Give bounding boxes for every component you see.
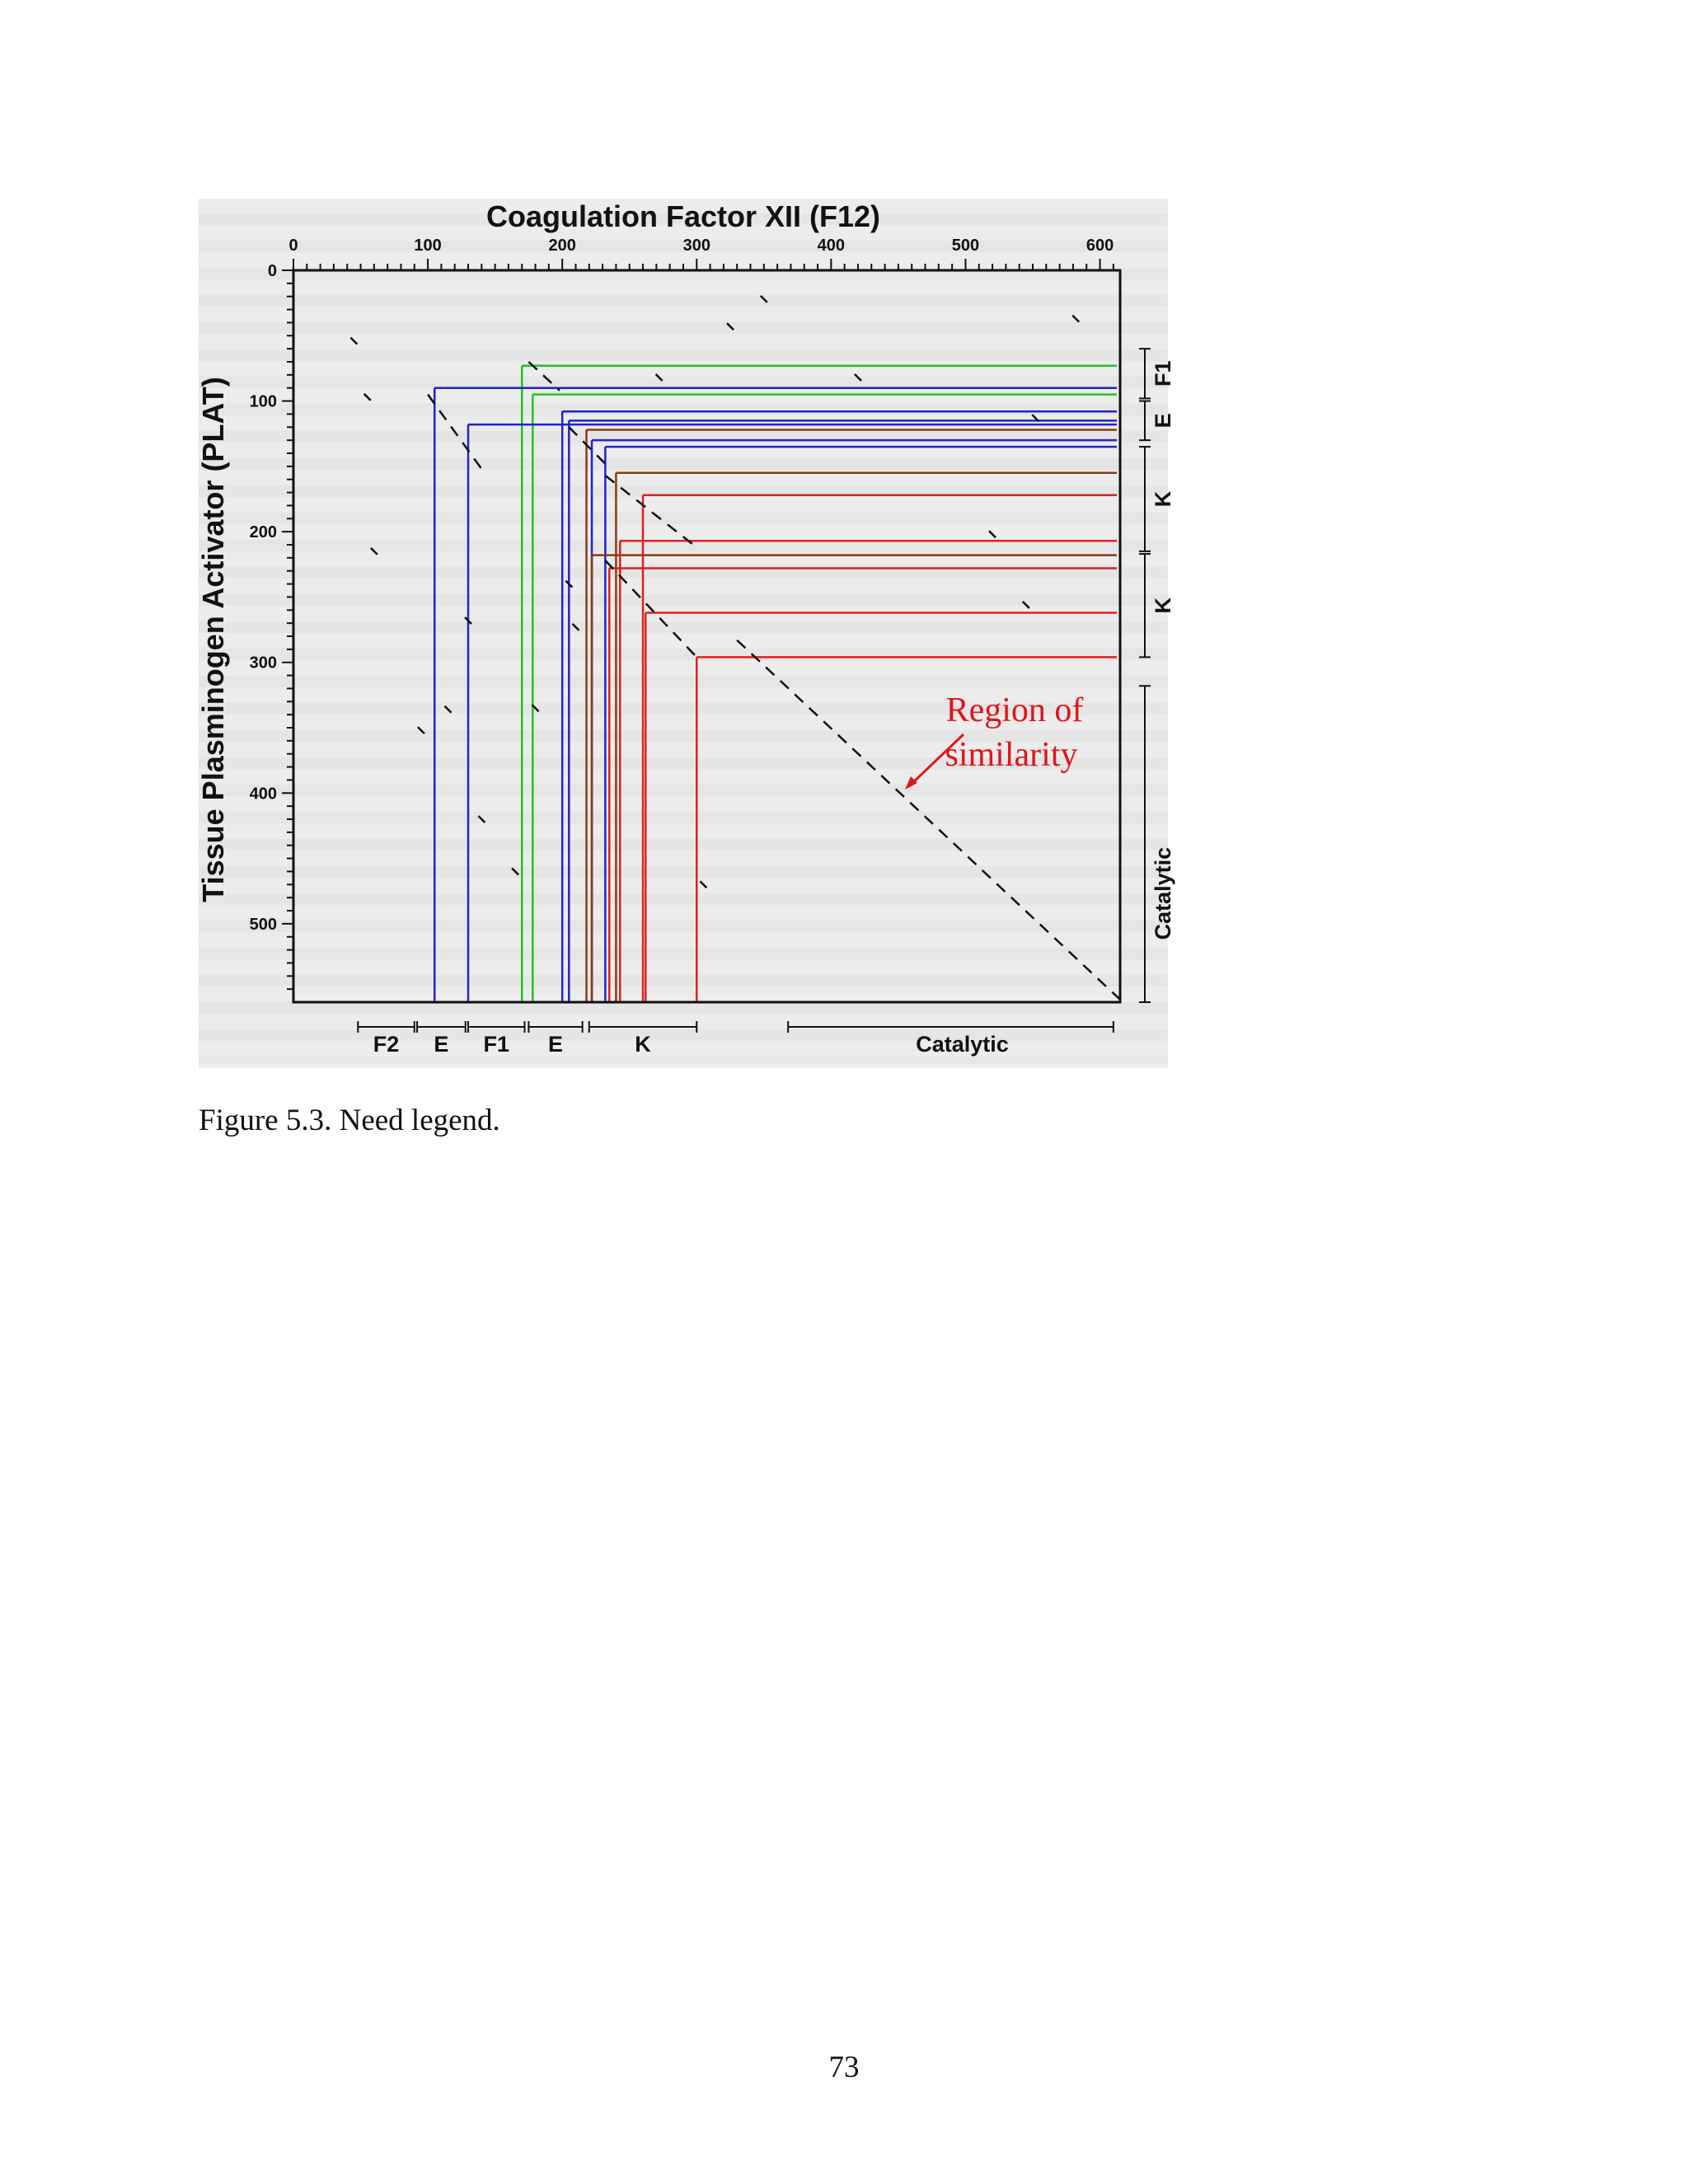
bg-text-stripe <box>199 322 1168 334</box>
y-tick-label: 0 <box>267 262 277 280</box>
y-tick-label: 300 <box>249 654 277 673</box>
x-domain-label: K <box>635 1032 651 1057</box>
y-axis-label: Tissue Plasminogen Activator (PLAT) <box>196 377 230 902</box>
figure-title: Coagulation Factor XII (F12) <box>485 199 881 233</box>
x-tick-label: 500 <box>951 237 980 255</box>
x-tick-label: 100 <box>414 237 442 255</box>
x-tick-label: 400 <box>817 237 846 255</box>
scatter-point <box>350 338 357 344</box>
y-domain-label: Catalytic <box>1151 846 1175 940</box>
bg-text-stripe <box>199 594 1168 606</box>
dot-plot-svg <box>196 199 1175 1064</box>
bg-text-stripe <box>199 621 1168 633</box>
bg-text-stripe <box>199 948 1168 959</box>
bg-text-stripe <box>199 893 1168 905</box>
figure-caption: Figure 5.3. Need legend. <box>199 1104 500 1137</box>
bg-text-stripe <box>199 785 1168 796</box>
scanned-background-text <box>199 213 1168 1068</box>
bg-text-stripe <box>199 649 1168 660</box>
x-tick-label: 0 <box>288 237 298 255</box>
bg-text-stripe <box>199 866 1168 878</box>
dot-plot-figure <box>196 199 1175 1064</box>
bg-text-stripe <box>199 1002 1168 1014</box>
scatter-point <box>364 394 371 401</box>
y-domain-label: E <box>1151 413 1175 429</box>
bg-text-stripe <box>199 839 1168 851</box>
bg-text-stripe <box>199 1057 1168 1068</box>
bg-text-stripe <box>199 404 1168 415</box>
bg-text-stripe <box>199 676 1168 687</box>
x-domain-label: F2 <box>373 1032 400 1057</box>
bg-text-stripe <box>199 349 1168 361</box>
scatter-point <box>700 881 706 888</box>
annotation-line-2: similarity <box>945 736 1078 774</box>
y-domain-label: K <box>1151 490 1175 508</box>
y-domain-label: F1 <box>1151 360 1175 387</box>
x-domain-label: Catalytic <box>916 1032 1009 1057</box>
x-domain-label: E <box>548 1032 564 1057</box>
scatter-point <box>1072 316 1079 322</box>
y-tick-label: 500 <box>249 915 277 934</box>
x-domain-label: E <box>434 1032 449 1057</box>
bg-text-stripe <box>199 295 1168 307</box>
y-domain-label: K <box>1151 597 1175 614</box>
x-tick-label: 600 <box>1085 237 1114 255</box>
x-tick-label: 300 <box>682 237 710 255</box>
x-domain-label: F1 <box>483 1032 510 1057</box>
x-tick-label: 200 <box>548 237 576 255</box>
bg-text-stripe <box>199 458 1168 470</box>
bg-text-stripe <box>199 921 1168 932</box>
y-tick-label: 100 <box>249 392 277 411</box>
bg-text-stripe <box>199 513 1168 524</box>
bg-text-stripe <box>199 812 1168 823</box>
bg-text-stripe <box>199 1029 1168 1041</box>
annotation-line-1: Region of <box>945 691 1084 729</box>
bg-text-stripe <box>199 975 1168 987</box>
y-domain-brackets <box>1139 349 1175 1002</box>
y-tick-label: 400 <box>249 785 277 804</box>
bg-text-stripe <box>199 377 1168 388</box>
y-tick-label: 200 <box>249 523 277 542</box>
page-number: 73 <box>828 2050 860 2084</box>
scatter-point <box>989 531 996 537</box>
